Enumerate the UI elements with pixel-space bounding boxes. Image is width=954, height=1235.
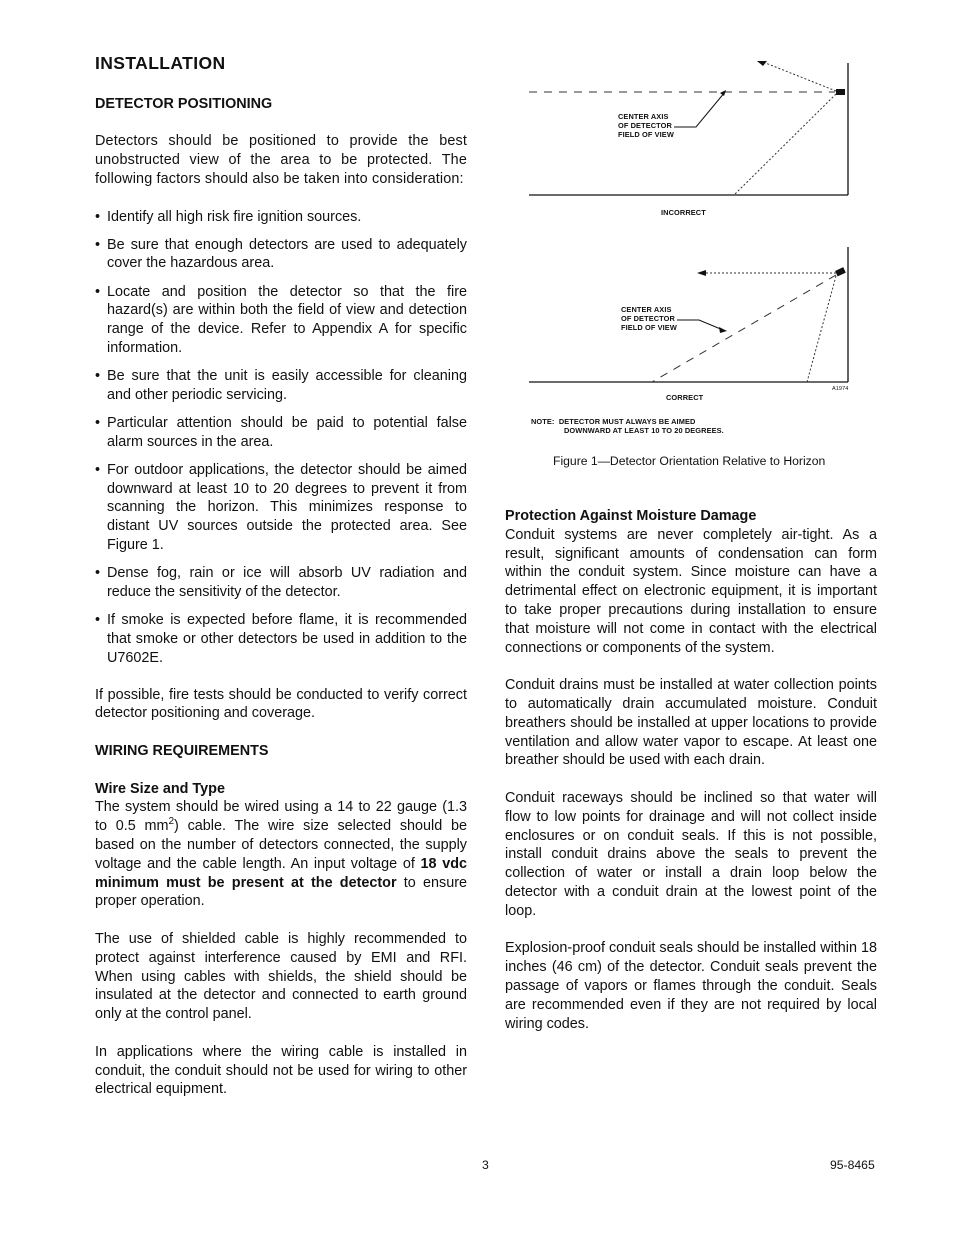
shielded-cable-paragraph: The use of shielded cable is highly recommended to protect against interference caused by EMI and RFI. When using cables with shields, the shield should be insulated at the detector and connected to earth ground only at the control panel. bbox=[95, 931, 467, 1023]
list-item: • Identify all high risk fire ignition sources. bbox=[95, 208, 467, 227]
moisture-paragraph-3: Conduit raceways should be inclined so that water will flow to low points for drainage and will not collect inside enclosures or on conduit seals. If this is not possible, install conduit drains above the seals to prevent the collection of water or install a drain loop below the detector with a conduit drain at the lowest point of the loop. bbox=[505, 789, 877, 919]
correct-axis-label: CENTER AXIS OF DETECTOR FIELD OF VIEW bbox=[621, 305, 677, 333]
incorrect-axis-label: CENTER AXIS OF DETECTOR FIELD OF VIEW bbox=[618, 112, 674, 140]
list-item: • If smoke is expected before flame, it is recommended that smoke or other detectors be used in addition to the U7602E. bbox=[95, 611, 467, 667]
figure-ref-code: A1974 bbox=[832, 386, 849, 392]
list-item: • Dense fog, rain or ice will absorb UV radiation and reduce the sensitivity of the detector. bbox=[95, 564, 467, 602]
detector-positioning-heading: DETECTOR POSITIONING bbox=[95, 95, 273, 112]
moisture-paragraph-1: Conduit systems are never completely air-tight. As a result, significant amounts of condensation can form within the conduit system. Since moisture can have a detrimental effect on electronic equipment, it is important to take proper precautions during installation to ensure that moisture will not come in contact with the electrical connections or components of the system. bbox=[505, 526, 877, 656]
incorrect-upper-arrow bbox=[757, 61, 767, 66]
incorrect-lower-fov bbox=[734, 94, 836, 195]
incorrect-upper-fov bbox=[763, 62, 836, 91]
list-item: • Be sure that enough detectors are used to adequately cover the hazardous area. bbox=[95, 236, 467, 274]
correct-leader bbox=[677, 320, 723, 330]
incorrect-label: INCORRECT bbox=[661, 208, 706, 217]
left-column bbox=[95, 54, 467, 1099]
list-item: • Be sure that the unit is easily accessible for cleaning and other periodic servicing. bbox=[95, 367, 467, 405]
moisture-paragraph-4: Explosion-proof conduit seals should be installed within 18 inches (46 cm) of the detector. Conduit seals prevent the passage of vapors or flames through the conduit. Seals are recommended even if they are not required by local wiring codes. bbox=[505, 940, 877, 1032]
list-item: • For outdoor applications, the detector should be aimed downward at least 10 to 20 degrees to prevent it from scanning the horizon. This minimizes response to distant UV sources outside the protected area. See Figure 1. bbox=[95, 461, 467, 555]
incorrect-leader-arrow bbox=[720, 90, 726, 96]
right-column bbox=[505, 507, 877, 1033]
detector-positioning-intro: Detectors should be positioned to provide the best unobstructed view of the area to be protected. The following factors should also be taken into consideration: bbox=[95, 133, 467, 187]
detector-positioning-closing: If possible, fire tests should be conducted to verify correct detector positioning and coverage. bbox=[95, 686, 467, 722]
moisture-heading: Protection Against Moisture Damage bbox=[505, 508, 757, 524]
moisture-paragraph-2: Conduit drains must be installed at water collection points to automatically drain accumulated moisture. Conduit breathers should be installed at upper locations to provide ventilation and allow water vapor to escape. At least one breather should be used with each drain. bbox=[505, 677, 877, 769]
page-number: 3 bbox=[482, 1158, 489, 1172]
conduit-wiring-paragraph: In applications where the wiring cable is installed in conduit, the conduit should not be used for wiring to other electrical equipment. bbox=[95, 1043, 467, 1098]
list-item: • Particular attention should be paid to potential false alarm sources in the area. bbox=[95, 414, 467, 452]
wire-size-paragraph: The system should be wired using a 14 to 22 gauge (1.3 to 0.5 $mm^2$) cable. The wire size selected should be based on the number of detectors connected, the supply voltage and the cable length. An input voltage of 18 vdc minimum must be present at the detector to ensure proper operation. bbox=[95, 799, 467, 910]
correct-center-axis bbox=[652, 275, 836, 382]
document-number: 95-8465 bbox=[830, 1158, 875, 1172]
correct-label: CORRECT bbox=[666, 393, 704, 402]
figure-caption: Figure 1—Detector Orientation Relative to Horizon bbox=[553, 454, 826, 468]
figure-note: NOTE: DETECTOR MUST ALWAYS BE AIMED DOWNWARD AT LEAST 10 TO 20 DEGREES. bbox=[531, 417, 724, 436]
wiring-requirements-heading: WIRING REQUIREMENTS bbox=[95, 743, 269, 760]
correct-upper-arrow bbox=[697, 270, 706, 276]
list-item: • Locate and position the detector so that the fire hazard(s) are within both the field of view and detection range of the device. Refer to Appendix A for specific information. bbox=[95, 283, 467, 358]
positioning-factors-list bbox=[95, 208, 467, 668]
correct-leader-arrow bbox=[719, 327, 727, 333]
correct-detector bbox=[835, 267, 846, 276]
detector-orientation-figure bbox=[527, 60, 857, 480]
incorrect-leader bbox=[674, 92, 725, 127]
page-title: INSTALLATION bbox=[95, 53, 226, 73]
correct-lower-fov bbox=[807, 276, 836, 382]
wire-size-heading: Wire Size and Type bbox=[95, 780, 225, 797]
incorrect-detector bbox=[836, 89, 845, 95]
